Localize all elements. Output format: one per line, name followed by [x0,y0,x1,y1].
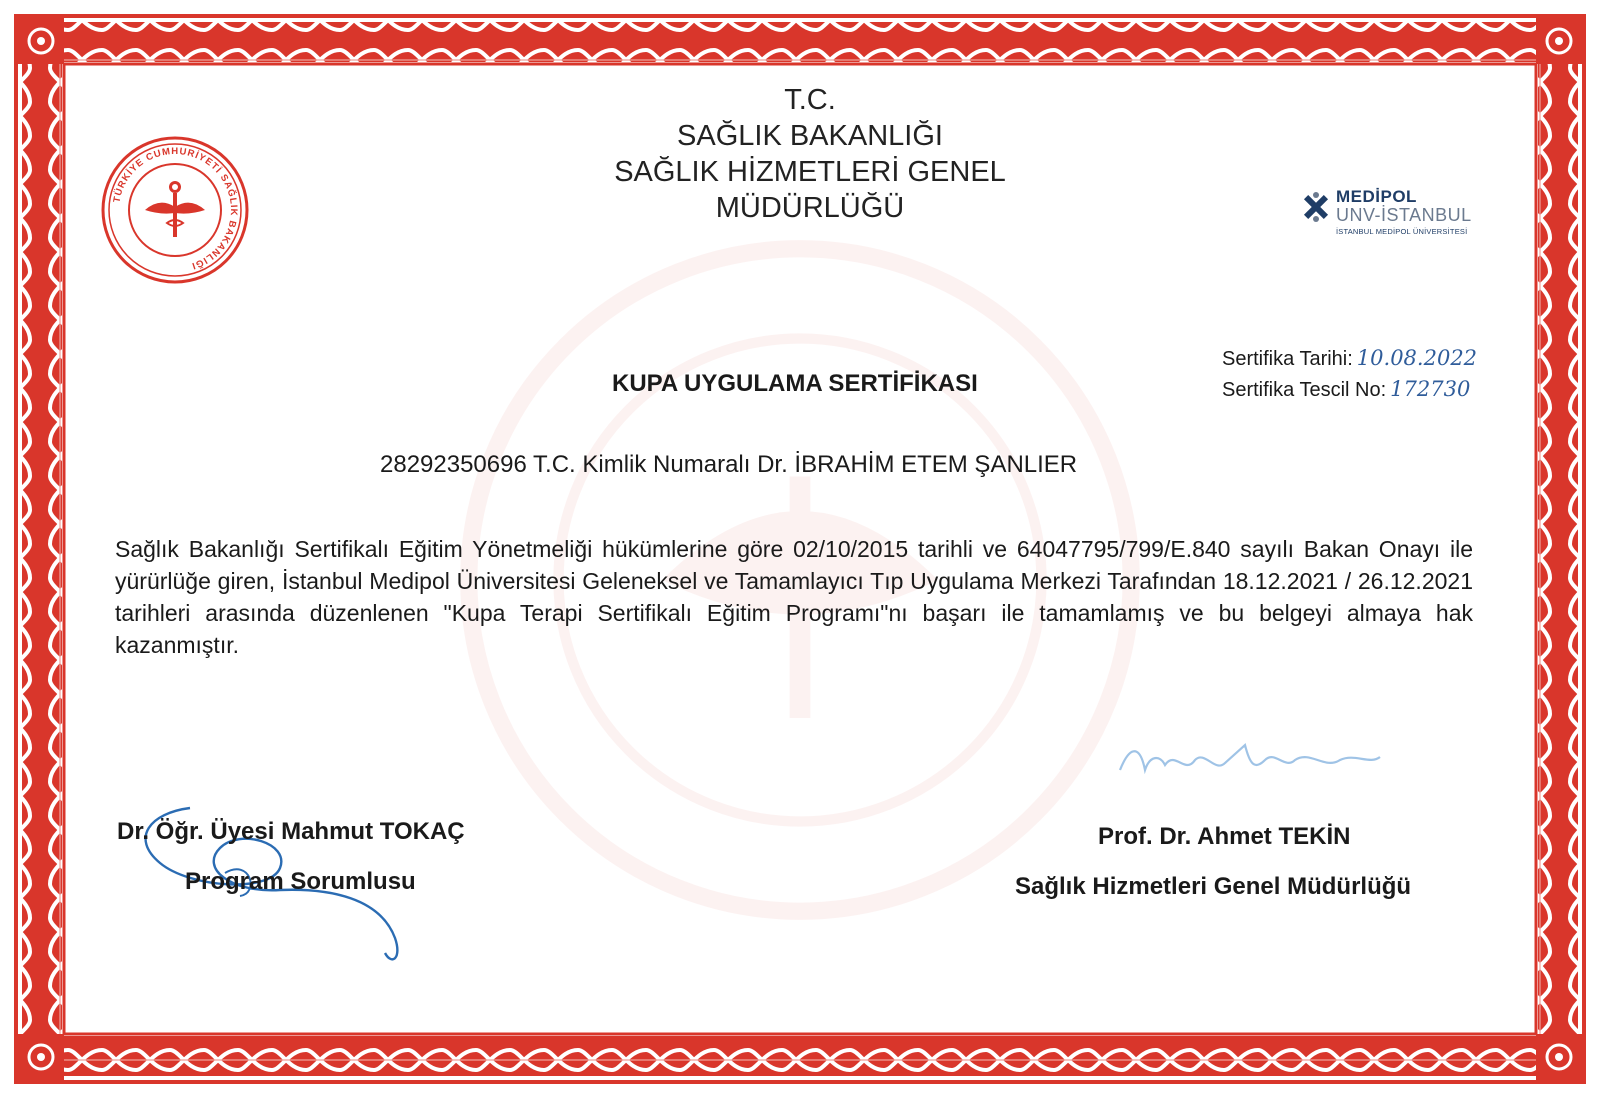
medipol-logo-line2: UNV-İSTANBUL [1336,205,1472,225]
certificate-reg-value: 172730 [1390,377,1471,401]
right-signatory-name: Prof. Dr. Ahmet TEKİN [1098,823,1351,850]
header-tc: T.C. [784,84,836,116]
right-signatory-role: Sağlık Hizmetleri Genel Müdürlüğü [1015,873,1412,900]
issuer-header [560,82,1060,226]
certificate-date-row [1222,343,1477,374]
recipient-line: 28292350696 T.C. Kimlik Numaralı Dr. İBRAHİM ETEM ŞANLIER [380,451,1078,478]
medipol-logo-line1: MEDİPOL [1336,187,1417,206]
left-signatory-role: Program Sorumlusu [185,868,416,895]
certificate-body: Sağlık Bakanlığı Sertifikalı Eğitim Yönetmeliği hükümlerine göre 02/10/2015 tarihli ve 64047795/799/E.840 sayılı Bakan Onayı ile yürürlüğe giren, İstanbul Medipol Üniversitesi Geleneksel ve Tamamlayıcı Tıp Uygulama Merkezi Tarafından 18.12.2021 / 26.12.2021 tarihleri arasında düzenlenen "Kupa Terapi Sertifikalı Eğitim Programı"nı başarı ile tamamlamış ve bu belgeyi almaya hak kazanmıştır. [115,536,1473,658]
right-signature-image [1115,735,1385,785]
header-directorate: SAĞLIK HİZMETLERİ GENEL [614,156,1006,188]
certificate-meta [1222,343,1477,405]
ministry-seal-logo [100,135,250,285]
header-ministry: SAĞLIK BAKANLIĞI [677,120,943,152]
certificate-title: KUPA UYGULAMA SERTİFİKASI [612,370,978,397]
seal-ring-text: TÜRKİYE CUMHURİYETİ SAĞLIK BAKANLIĞI [111,145,240,272]
header-directorate-cont: MÜDÜRLÜĞÜ [715,192,905,224]
medipol-mark-icon [1300,191,1332,223]
medipol-logo [1300,187,1490,236]
certificate-date-value: 10.08.2022 [1356,346,1478,370]
medipol-logo-line3: İSTANBUL MEDİPOL ÜNİVERSİTESİ [1336,227,1468,236]
certificate-reg-row [1222,374,1477,405]
certificate-date-label: Sertifika Tarihi: [1222,348,1353,370]
certificate-reg-label: Sertifika Tescil No: [1222,379,1387,401]
left-signatory-name: Dr. Öğr. Üyesi Mahmut TOKAÇ [117,818,465,845]
